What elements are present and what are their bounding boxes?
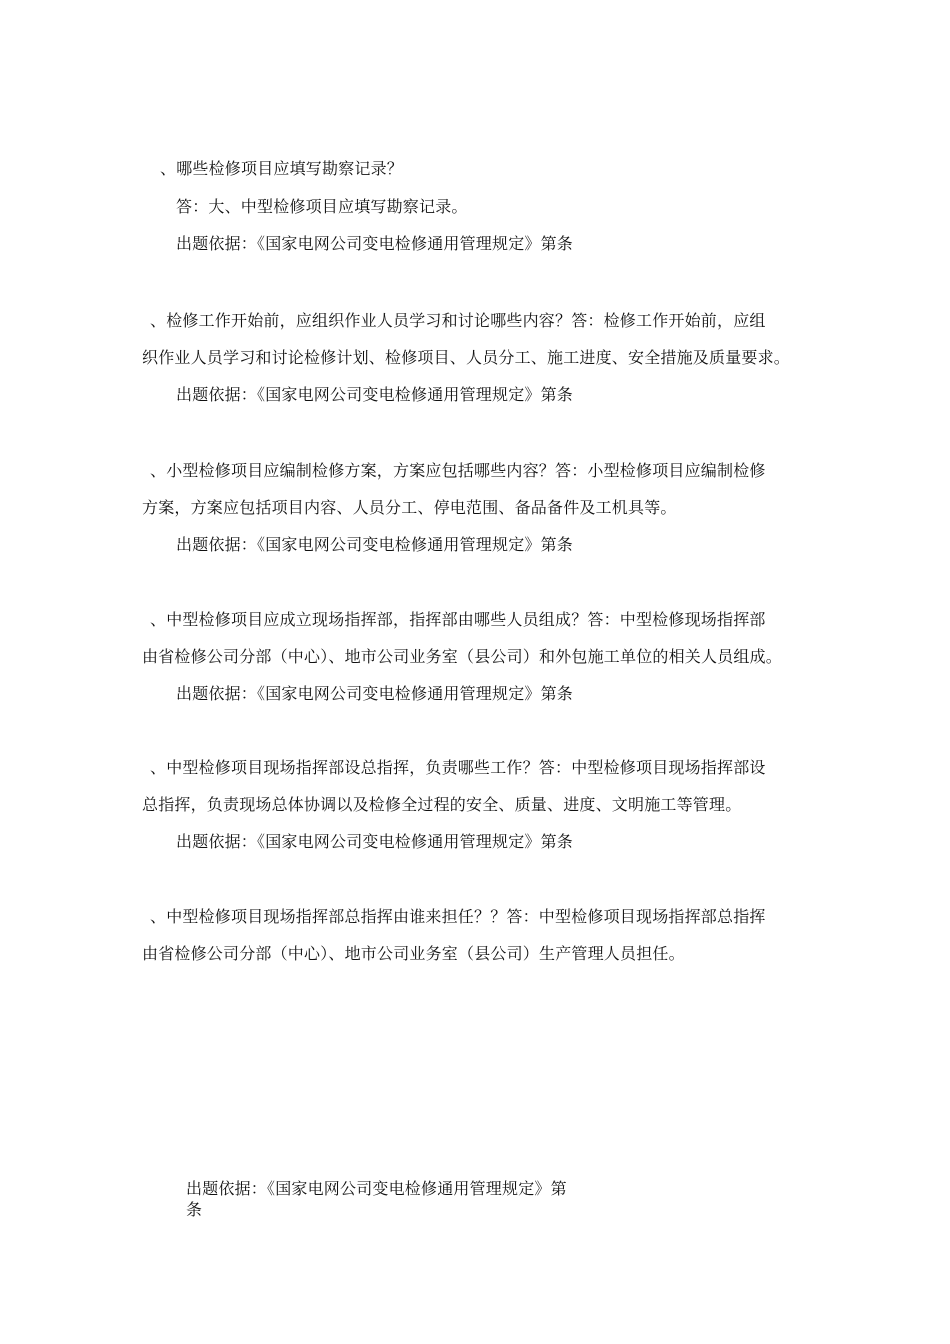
basis-text: 出题依据：《国家电网公司变电检修通用管理规定》第条 (176, 684, 574, 703)
basis-text: 出题依据：《国家电网公司变电检修通用管理规定》第条 (176, 832, 574, 851)
basis-text: 出题依据：《国家电网公司变电检修通用管理规定》第条 (176, 234, 574, 253)
question-text: 总指挥，负责现场总体协调以及检修全过程的安全、质量、进度、文明施工等管理。 (142, 795, 742, 814)
question-text: 由省检修公司分部（中心）、地市公司业务室（县公司）和外包施工单位的相关人员组成。 (142, 647, 783, 666)
basis-text: 出题依据：《国家电网公司变电检修通用管理规定》第条 (176, 385, 574, 404)
question-text: 、中型检修项目应成立现场指挥部，指挥部由哪些人员组成？答：中型检修现场指挥部 (150, 610, 766, 629)
answer-text: 答：大、中型检修项目应填写勘察记录。 (176, 197, 468, 216)
question-text: 、中型检修项目现场指挥部设总指挥，负责哪些工作？答：中型检修项目现场指挥部设 (150, 758, 766, 777)
question-text: 织作业人员学习和讨论检修计划、检修项目、人员分工、施工进度、安全措施及质量要求。 (142, 348, 791, 367)
footer-basis-line: 条 (186, 1200, 203, 1219)
question-text: 方案，方案应包括项目内容、人员分工、停电范围、备品备件及工机具等。 (142, 498, 677, 517)
footer-basis-line: 出题依据：《国家电网公司变电检修通用管理规定》第 (186, 1179, 567, 1198)
question-text: 、检修工作开始前，应组织作业人员学习和讨论哪些内容？答：检修工作开始前，应组 (150, 311, 766, 330)
question-text: 、中型检修项目现场指挥部总指挥由谁来担任？？答：中型检修项目现场指挥部总指挥 (150, 907, 766, 926)
question-text: 、小型检修项目应编制检修方案，方案应包括哪些内容？答：小型检修项目应编制检修 (150, 461, 766, 480)
question-text: 由省检修公司分部（中心）、地市公司业务室（县公司）生产管理人员担任。 (142, 944, 685, 963)
basis-text: 出题依据：《国家电网公司变电检修通用管理规定》第条 (176, 535, 574, 554)
question-text: 、哪些检修项目应填写勘察记录？ (160, 159, 404, 178)
